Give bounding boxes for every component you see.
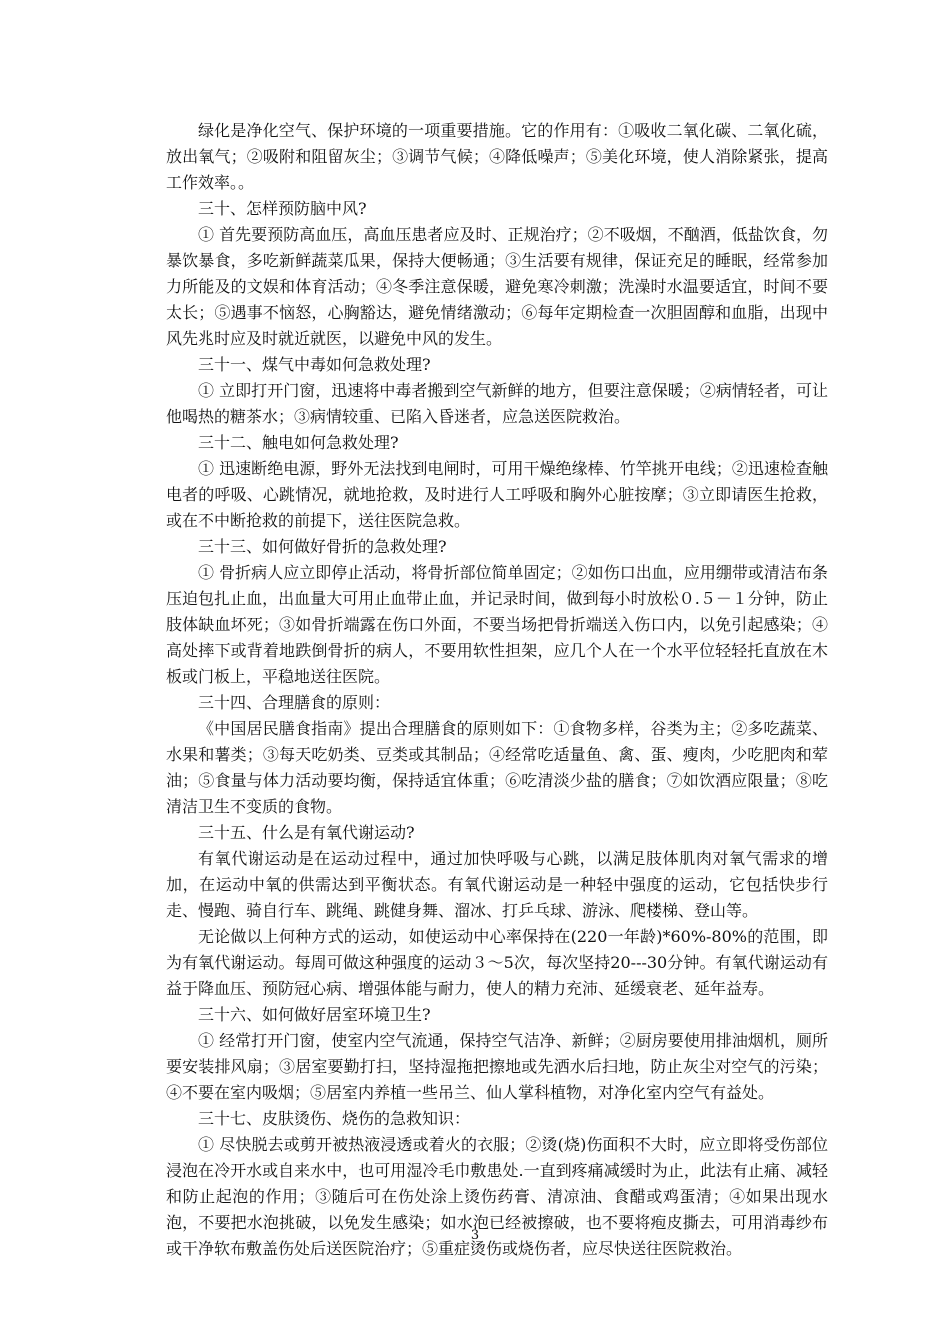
- section-paragraph: ① 立即打开门窗，迅速将中毒者搬到空气新鲜的地方，但要注意保暖；②病情轻者，可让他喝热的糖茶水；③病情较重、已陷入昏迷者，应急送医院救治。: [166, 381, 828, 426]
- section-paragraph: 有氧代谢运动是在运动过程中，通过加快呼吸与心跳，以满足肢体肌肉对氧气需求的增加，在运动中氧的供需达到平衡状态。有氧代谢运动是一种轻中强度的运动，它包括快步行走、慢跑、骑自行车、跳绳、跳健身舞、溜冰、打乒乓球、游泳、爬楼梯、登山等。: [166, 849, 828, 920]
- page-number: 3: [470, 1228, 480, 1243]
- section-paragraph: ① 经常打开门窗，使室内空气流通，保持空气洁净、新鲜；②厨房要使用排油烟机，厕所要安装排风扇；③居室要勤打扫，坚持湿拖把擦地或先洒水后扫地，防止灰尘对空气的污染；④不要在室内吸烟；⑤居室内养植一些吊兰、仙人掌科植物，对净化室内空气有益处。: [166, 1031, 828, 1102]
- section-heading: 三十四、合理膳食的原则：: [198, 693, 391, 712]
- section-paragraph: ① 骨折病人应立即停止活动，将骨折部位简单固定；②如伤口出血，应用绷带或清洁布条压迫包扎止血，出血量大可用止血带止血，并记录时间，做到每小时放松０.５－１分钟，防止肢体缺血坏死；③如骨折端露在伤口外面，不要当场把骨折端送入伤口内，以免引起感染；④高处摔下或背着地跌倒骨折的病人，不要用软性担架，应几个人在一个水平位轻轻托直放在木板或门板上，平稳地送往医院。: [166, 563, 828, 686]
- section-heading: 三十七、皮肤烫伤、烧伤的急救知识：: [198, 1109, 471, 1128]
- section-heading: 三十三、如何做好骨折的急救处理?: [198, 537, 447, 556]
- section-heading: 三十五、什么是有氧代谢运动?: [198, 823, 415, 842]
- section-heading: 三十、怎样预防脑中风?: [198, 199, 367, 218]
- document-body: [166, 118, 828, 1262]
- intro-paragraph: 绿化是净化空气、保护环境的一项重要措施。它的作用有：①吸收二氧化碳、二氧化硫，放出氧气；②吸附和阻留灰尘；③调节气候；④降低噪声；⑤美化环境，使人消除紧张，提高工作效率。。: [166, 121, 828, 192]
- section-heading: 三十六、如何做好居室环境卫生?: [198, 1005, 431, 1024]
- section-paragraph: 无论做以上何种方式的运动，如使运动中心率保持在(220一年龄)*60%-80%的范围，即为有氧代谢运动。每周可做这种强度的运动３～5次，每次坚持20---30分钟。有氧代谢运动有益于降血压、预防冠心病、增强体能与耐力，使人的精力充沛、延缓衰老、延年益寿。: [166, 927, 828, 998]
- section-heading: 三十二、触电如何急救处理?: [198, 433, 399, 452]
- section-paragraph: ① 尽快脱去或剪开被热液浸透或着火的衣服；②烫(烧)伤面积不大时，应立即将受伤部位浸泡在冷开水或自来水中，也可用湿冷毛巾敷患处.一直到疼痛减缓时为止，此法有止痛、减轻和防止起泡的作用；③随后可在伤处涂上烫伤药膏、清凉油、食醋或鸡蛋清；④如果出现水泡，不要把水泡挑破，以免发生感染；如水泡已经被擦破，也不要将疱皮撕去，可用消毒纱布或干净软布敷盖伤处后送医院治疗；⑤重症烫伤或烧伤者，应尽快送往医院救治。: [166, 1135, 828, 1258]
- section-paragraph: ① 首先要预防高血压，高血压患者应及时、正规治疗；②不吸烟，不酗酒，低盐饮食，勿暴饮暴食，多吃新鲜蔬菜瓜果，保持大便畅通；③生活要有规律，保证充足的睡眠，经常参加力所能及的文娱和体育活动；④冬季注意保暖，避免寒冷刺激；洗澡时水温要适宜，时间不要太长；⑤遇事不恼怒，心胸豁达，避免情绪激动；⑥每年定期检查一次胆固醇和血脂，出现中风先兆时应及时就近就医，以避免中风的发生。: [166, 225, 828, 348]
- section-paragraph: ① 迅速断绝电源，野外无法找到电闸时，可用干燥绝缘棒、竹竿挑开电线；②迅速检查触电者的呼吸、心跳情况，就地抢救，及时进行人工呼吸和胸外心脏按摩；③立即请医生抢救，或在不中断抢救的前提下，送往医院急救。: [166, 459, 828, 530]
- section-heading: 三十一、煤气中毒如何急救处理?: [198, 355, 431, 374]
- section-paragraph: 《中国居民膳食指南》提出合理膳食的原则如下：①食物多样，谷类为主；②多吃蔬菜、水果和薯类；③每天吃奶类、豆类或其制品；④经常吃适量鱼、禽、蛋、瘦肉，少吃肥肉和荤油；⑤食量与体力活动要均衡，保持适宜体重；⑥吃清淡少盐的膳食；⑦如饮酒应限量；⑧吃清洁卫生不变质的食物。: [166, 719, 828, 816]
